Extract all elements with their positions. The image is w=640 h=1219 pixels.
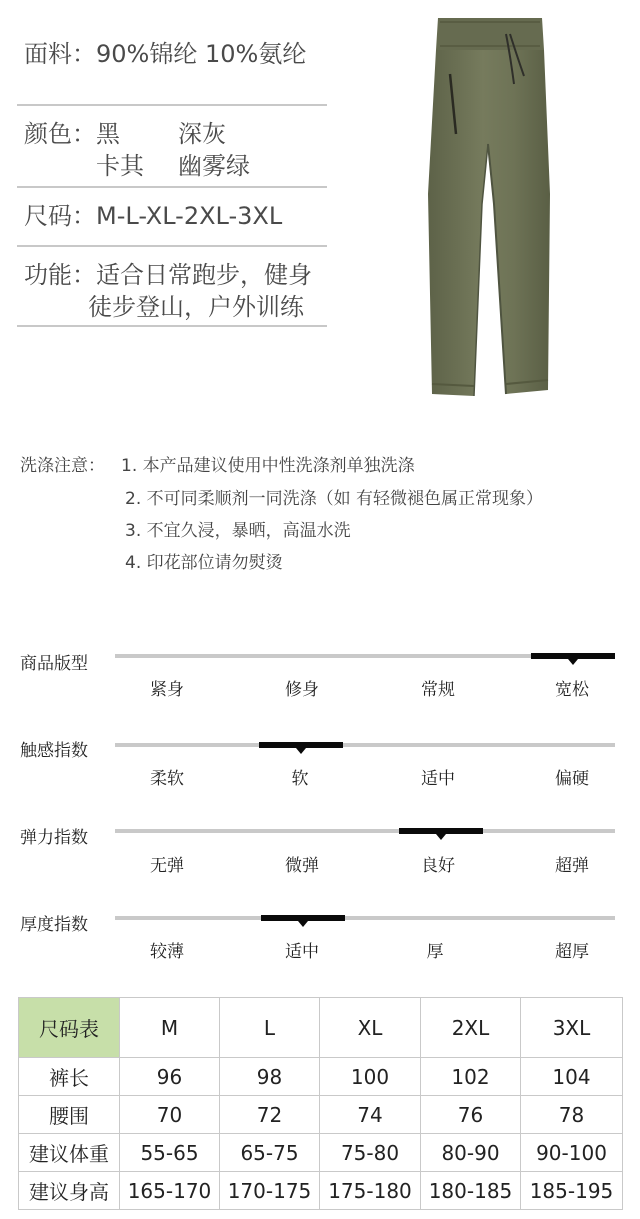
scale-option: 修身 — [285, 680, 319, 700]
wash-item: 4. 印花部位请勿熨烫 — [125, 553, 283, 573]
divider — [17, 245, 327, 247]
scale-option: 常规 — [421, 680, 455, 700]
scale-option: 超弹 — [555, 856, 589, 876]
table-cell: 55-65 — [120, 1134, 220, 1172]
scale-option: 偏硬 — [555, 769, 589, 789]
divider — [17, 104, 327, 106]
table-cell: 170-175 — [220, 1172, 320, 1210]
size-table-title: 尺码表 — [19, 998, 120, 1058]
table-row — [19, 1134, 623, 1172]
table-cell: 72 — [220, 1096, 320, 1134]
scale-option: 较薄 — [150, 942, 184, 962]
row-label: 建议身高 — [19, 1172, 120, 1210]
spec-color-darkgray: 深灰 — [178, 120, 226, 148]
table-cell: 65-75 — [220, 1134, 320, 1172]
table-cell: 75-80 — [320, 1134, 421, 1172]
scale-option: 良好 — [421, 856, 455, 876]
spec-function-line1: 功能：适合日常跑步，健身 — [24, 261, 312, 289]
wash-item: 1. 本产品建议使用中性洗涤剂单独洗涤 — [121, 456, 415, 476]
spec-fabric: 面料：90%锦纶 10%氨纶 — [24, 40, 307, 68]
size-table-size: XL — [320, 998, 421, 1058]
spec-color-black: 黑 — [96, 120, 120, 148]
pants-product-image — [410, 14, 560, 400]
scale-track-touch — [115, 743, 615, 747]
table-cell: 102 — [421, 1058, 521, 1096]
table-cell: 78 — [521, 1096, 623, 1134]
scale-track-elasticity — [115, 829, 615, 833]
size-table-header-row — [19, 998, 623, 1058]
wash-item: 3. 不宜久浸，暴晒，高温水洗 — [125, 521, 351, 541]
spec-color-label: 颜色： — [24, 120, 96, 148]
table-cell: 76 — [421, 1096, 521, 1134]
size-table-size: M — [120, 998, 220, 1058]
table-cell: 74 — [320, 1096, 421, 1134]
scale-label-touch: 触感指数 — [20, 741, 88, 761]
row-label: 建议体重 — [19, 1134, 120, 1172]
wash-item: 2. 不可同柔顺剂一同洗涤（如 有轻微褪色属正常现象） — [125, 489, 544, 509]
scale-track-thickness — [115, 916, 615, 920]
table-cell: 175-180 — [320, 1172, 421, 1210]
divider — [17, 325, 327, 327]
scale-option: 无弹 — [150, 856, 184, 876]
scale-marker-elasticity — [399, 828, 483, 834]
scale-option: 软 — [291, 769, 309, 789]
spec-size: 尺码：M-L-XL-2XL-3XL — [24, 202, 283, 230]
scale-label-fit: 商品版型 — [20, 654, 88, 674]
size-table-size: L — [220, 998, 320, 1058]
table-cell: 100 — [320, 1058, 421, 1096]
scale-marker-thickness — [261, 915, 345, 921]
scale-option: 厚 — [426, 942, 444, 962]
table-cell: 104 — [521, 1058, 623, 1096]
scale-option: 紧身 — [150, 680, 184, 700]
table-cell: 70 — [120, 1096, 220, 1134]
table-row — [19, 1096, 623, 1134]
spec-color-green: 幽雾绿 — [178, 152, 250, 180]
scale-label-thickness: 厚度指数 — [20, 915, 88, 935]
scale-option: 适中 — [285, 942, 319, 962]
spec-function-line2: 徒步登山，户外训练 — [88, 293, 304, 321]
table-cell: 96 — [120, 1058, 220, 1096]
size-table — [18, 997, 623, 1210]
scale-option: 适中 — [421, 769, 455, 789]
table-cell: 90-100 — [521, 1134, 623, 1172]
size-table-size: 3XL — [521, 998, 623, 1058]
table-cell: 98 — [220, 1058, 320, 1096]
scale-option: 超厚 — [555, 942, 589, 962]
row-label: 裤长 — [19, 1058, 120, 1096]
table-cell: 80-90 — [421, 1134, 521, 1172]
table-cell: 180-185 — [421, 1172, 521, 1210]
scale-marker-fit — [531, 653, 615, 659]
scale-option: 柔软 — [150, 769, 184, 789]
scale-option: 微弹 — [285, 856, 319, 876]
row-label: 腰围 — [19, 1096, 120, 1134]
scale-marker-touch — [259, 742, 343, 748]
spec-color-khaki: 卡其 — [96, 152, 144, 180]
size-table-size: 2XL — [421, 998, 521, 1058]
divider — [17, 186, 327, 188]
scale-label-elasticity: 弹力指数 — [20, 828, 88, 848]
table-row — [19, 1172, 623, 1210]
table-row — [19, 1058, 623, 1096]
wash-label: 洗涤注意： — [20, 456, 105, 476]
scale-option: 宽松 — [555, 680, 589, 700]
table-cell: 185-195 — [521, 1172, 623, 1210]
table-cell: 165-170 — [120, 1172, 220, 1210]
